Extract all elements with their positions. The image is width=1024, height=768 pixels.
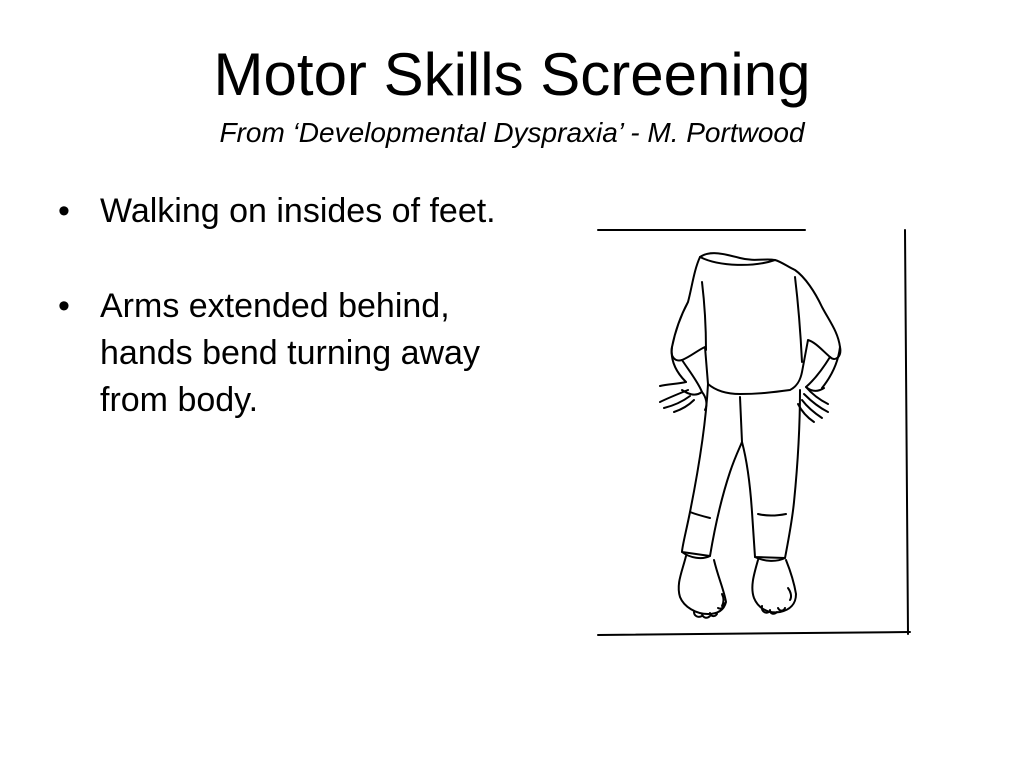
child-standing-hands-on-hips-drawing-icon — [590, 222, 920, 642]
bullet-list — [58, 188, 498, 472]
slide-subtitle: From ‘Developmental Dyspraxia’ - M. Portwood — [219, 117, 805, 148]
bullet-item-walking — [58, 188, 498, 235]
bullet-icon: • — [58, 287, 70, 325]
bullet-icon: • — [58, 192, 70, 230]
bullet-item-arms — [58, 283, 498, 424]
slide-title: Motor Skills Screening — [213, 41, 811, 108]
bullet-text: Arms extended behind, hands bend turning away from body. — [100, 287, 480, 419]
bullet-text: Walking on insides of feet. — [100, 192, 496, 230]
